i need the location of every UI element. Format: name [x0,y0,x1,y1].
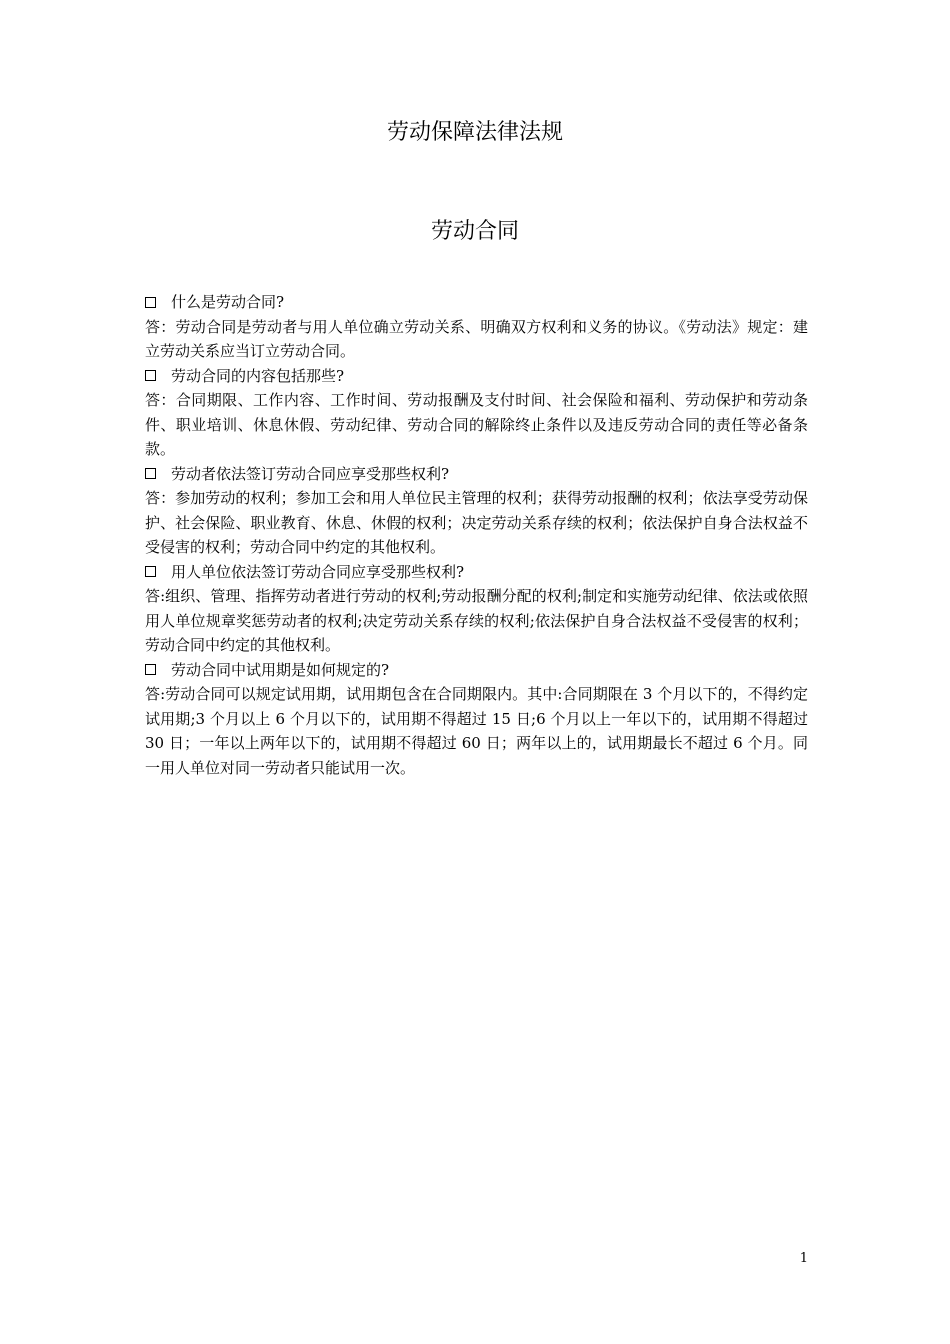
answer-text: 答：合同期限、工作内容、工作时间、劳动报酬及支付时间、社会保险和福利、劳动保护和劳动条件、职业培训、休息休假、劳动纪律、劳动合同的解除终止条件以及违反劳动合同的责任等必备条款。 [145,391,808,458]
checkbox-icon [145,566,156,577]
section-title: 劳动合同 [430,219,519,244]
answer-text: 答:组织、管理、指挥劳动者进行劳动的权利;劳动报酬分配的权利;制定和实施劳动纪律、依法或依照用人单位规章奖惩劳动者的权利;决定劳动关系存续的权利;依法保护自身合法权益不受侵害的权利；劳动合同中约定的其他权利。 [145,587,808,654]
question [145,290,808,315]
question-text: 用人单位依法签订劳动合同应享受那些权利? [171,562,465,581]
question [145,462,808,487]
checkbox-icon [145,370,156,381]
checkbox-icon [145,468,156,479]
question [145,658,808,683]
qa-item [145,560,808,658]
question-text: 劳动合同中试用期是如何规定的? [171,660,390,679]
page-title: 劳动保障法律法规 [386,120,563,145]
answer-text: 答：参加劳动的权利；参加工会和用人单位民主管理的权利；获得劳动报酬的权利；依法享受劳动保护、社会保险、职业教育、休息、休假的权利；决定劳动关系存续的权利；依法保护自身合法权益不受侵害的权利；劳动合同中约定的其他权利。 [145,489,808,556]
qa-item [145,290,808,364]
question [145,560,808,585]
qa-item [145,462,808,560]
answer-text: 答:劳动合同可以规定试用期，试用期包含在合同期限内。其中:合同期限在 3 个月以下的，不得约定试用期;3 个月以上 6 个月以下的，试用期不得超过 15 日;6 个月以上一年以下的，试用期不得超过 30 日；一年以上两年以下的，试用期不得超过 60 日；两年以上的，试用期最长不超过 6 个月。同一用人单位对同一劳动者只能试用一次。 [145,685,808,777]
qa-item [145,364,808,462]
checkbox-icon [145,297,156,308]
checkbox-icon [145,664,156,675]
answer-text: 答：劳动合同是劳动者与用人单位确立劳动关系、明确双方权利和义务的协议。《劳动法》规定：建立劳动关系应当订立劳动合同。 [145,317,808,360]
page-number: 1 [799,1251,808,1266]
qa-item [145,658,808,781]
question-text: 什么是劳动合同? [171,293,285,311]
question-text: 劳动者依法签订劳动合同应享受那些权利? [171,464,450,483]
question [145,364,808,389]
qa-list [145,290,808,780]
question-text: 劳动合同的内容包括那些? [171,366,345,385]
